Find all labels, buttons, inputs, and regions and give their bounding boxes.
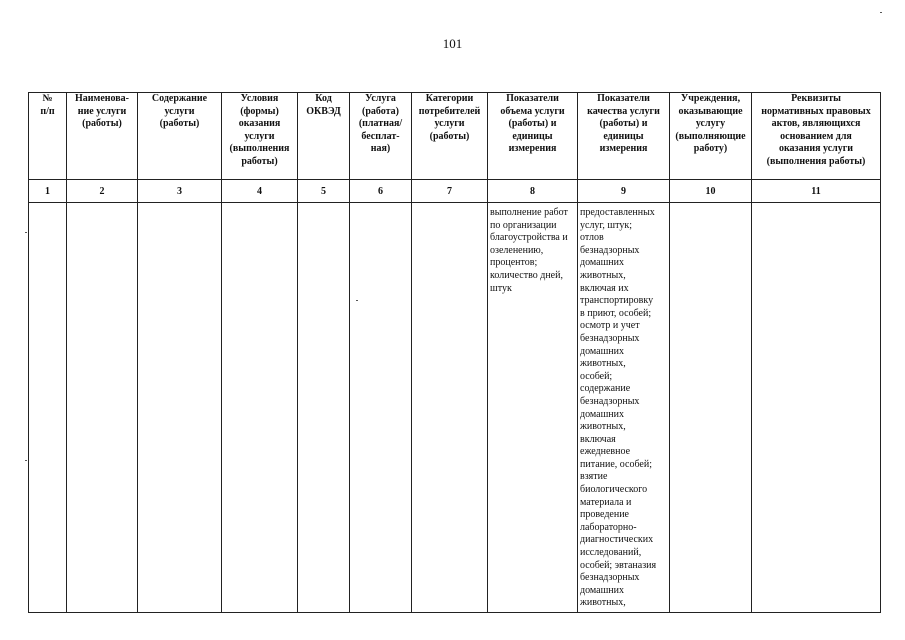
header-col-8: Показатели объема услуги (работы) и единицы измерения xyxy=(488,93,578,180)
column-number: 5 xyxy=(298,180,350,203)
cell-conditions xyxy=(222,203,298,613)
header-col-9: Показатели качества услуги (работы) и единицы измерения xyxy=(578,93,670,180)
column-number-row xyxy=(29,180,881,203)
cell-number xyxy=(29,203,67,613)
cell-service-name xyxy=(67,203,138,613)
column-number: 1 xyxy=(29,180,67,203)
cell-okved-code xyxy=(298,203,350,613)
column-number: 8 xyxy=(488,180,578,203)
cell-institutions xyxy=(670,203,752,613)
quality-indicators-text: предоставленных услуг, штук; отлов безнадзорных домашних животных, включая их транспортировку в приют, особей; осмотр и учет безнадзорных домашних животных, особей; содержание безнадзорных домашних животных, включая ежедневное питание, особей; взятие биологического материала и проведение лабораторно- диагностических исследований, особей; эвтаназия безнадзорных домашних животных, xyxy=(580,207,657,609)
header-col-3: Содержание услуги (работы) xyxy=(138,93,222,180)
column-number: 7 xyxy=(412,180,488,203)
cell-legal-acts xyxy=(752,203,881,613)
header-col-10: Учреждения, оказывающие услугу (выполняющие работу) xyxy=(670,93,752,180)
cell-service-content xyxy=(138,203,222,613)
column-number: 11 xyxy=(752,180,881,203)
scan-speck xyxy=(356,300,358,301)
header-col-1: № п/п xyxy=(29,93,67,180)
column-number: 4 xyxy=(222,180,298,203)
header-col-4: Условия (формы) оказания услуги (выполнения работы) xyxy=(222,93,298,180)
column-number: 9 xyxy=(578,180,670,203)
header-col-5: Код ОКВЭД xyxy=(298,93,350,180)
column-number: 10 xyxy=(670,180,752,203)
column-number: 3 xyxy=(138,180,222,203)
header-row xyxy=(29,93,881,180)
cell-consumer-categories xyxy=(412,203,488,613)
header-col-7: Категории потребителей услуги (работы) xyxy=(412,93,488,180)
cell-paid-free xyxy=(350,203,412,613)
page-number: 101 xyxy=(442,36,463,51)
scan-speck xyxy=(25,460,27,461)
cell-quality-indicators xyxy=(578,203,670,613)
cell-volume-indicators xyxy=(488,203,578,613)
header-col-6: Услуга (работа) (платная/ бесплат- ная) xyxy=(350,93,412,180)
scan-speck xyxy=(25,232,27,233)
header-col-11: Реквизиты нормативных правовых актов, являющихся основанием для оказания услуги (выполнения работы) xyxy=(752,93,881,180)
header-col-2: Наименова- ние услуги (работы) xyxy=(67,93,138,180)
column-number: 2 xyxy=(67,180,138,203)
table-row xyxy=(29,203,881,613)
scan-speck xyxy=(880,12,882,13)
services-table xyxy=(28,92,881,613)
column-number: 6 xyxy=(350,180,412,203)
volume-indicators-text: выполнение работ по организации благоустройства и озеленению, процентов; количество дней, штук xyxy=(490,207,568,294)
